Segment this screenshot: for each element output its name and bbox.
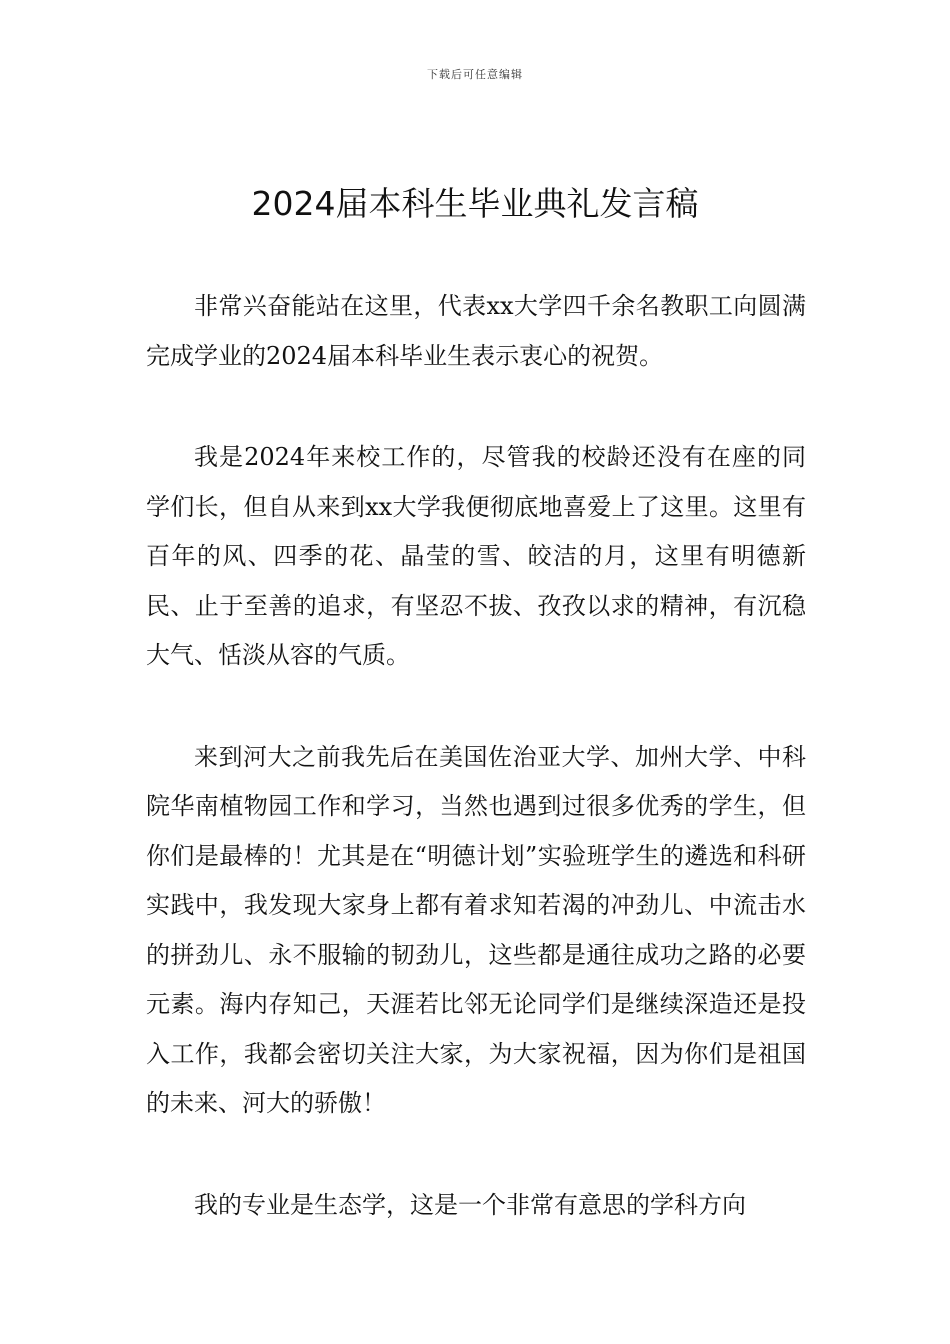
paragraph-4: 我的专业是生态学，这是一个非常有意思的学科方向	[194, 1190, 746, 1219]
header-note: 下载后可任意编辑	[427, 68, 523, 81]
paragraph-1: 非常兴奋能站在这里，代表xx大学四千余名教职工向圆满完成学业的2024届本科毕业生表示衷心的祝贺。	[146, 292, 806, 370]
paragraph-3: 来到河大之前我先后在美国佐治亚大学、加州大学、中科院华南植物园工作和学习，当然也遇到过很多优秀的学生，但你们是最棒的！尤其是在“明德计划”实验班学生的遴选和科研实践中，我发现大家身上都有着求知若渴的冲劲儿、中流击水的拼劲儿、永不服输的韧劲儿，这些都是通往成功之路的必要元素。海内存知己，天涯若比邻无论同学们是继续深造还是投入工作，我都会密切关注大家，为大家祝福，因为你们是祖国的未来、河大的骄傲！	[146, 742, 806, 1117]
document-title: 2024届本科生毕业典礼发言稿	[251, 184, 699, 223]
paragraph-2: 我是2024年来校工作的，尽管我的校龄还没有在座的同学们长，但自从来到xx大学我便彻底地喜爱上了这里。这里有百年的风、四季的花、晶莹的雪、皎洁的月，这里有明德新民、止于至善的追求，有坚忍不拔、孜孜以求的精神，有沉稳大气、恬淡从容的气质。	[146, 443, 806, 669]
document-body	[146, 282, 806, 1282]
